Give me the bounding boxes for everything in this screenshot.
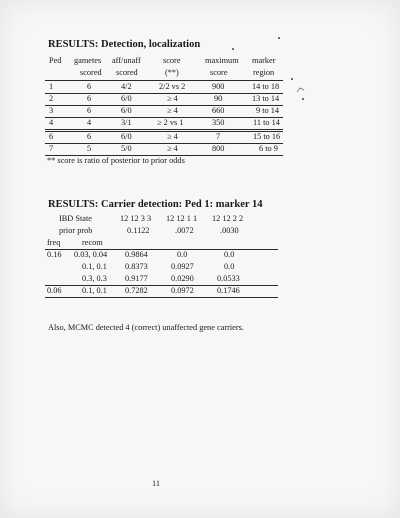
ped-cell: 3 [49, 106, 54, 115]
col-header-ped: Ped [49, 56, 62, 65]
score-cell: ≥ 2 vs 1 [157, 118, 184, 127]
recom-cell: 0.1, 0.1 [82, 286, 107, 295]
max-score-cell: 800 [212, 144, 225, 153]
affunaff-cell: 6/0 [121, 94, 132, 103]
prior-prob-2: .0072 [175, 226, 194, 235]
table1-rule [45, 143, 283, 144]
gametes-cell: 6 [87, 82, 92, 91]
col-subheader-region: region [253, 68, 275, 77]
prob-cell-3: 0.0 [224, 262, 235, 271]
section2-title: RESULTS: Carrier detection: Ped 1: marker 14 [48, 199, 263, 210]
col-header-score: score [163, 56, 181, 65]
prob-cell-2: 0.0 [177, 250, 188, 259]
prob-cell-1: 0.9177 [125, 274, 148, 283]
score-cell: ≥ 4 [167, 144, 178, 153]
max-score-cell: 90 [214, 94, 223, 103]
marker-region-cell: 15 to 16 [253, 132, 281, 141]
ped-cell: 4 [49, 118, 54, 127]
gametes-cell: 5 [87, 144, 92, 153]
scan-speck [302, 98, 304, 100]
table1-rule-double [45, 131, 283, 132]
ibd-state-2: 12 12 1 1 [166, 214, 198, 223]
col-header-affunaff: aff/unaff [112, 56, 141, 65]
freq-cell: 0.16 [47, 250, 62, 259]
score-cell: ≥ 4 [167, 106, 178, 115]
footnote: ** score is ratio of posterior to prior odds [47, 156, 185, 165]
max-score-cell: 7 [216, 132, 221, 141]
marker-region-cell: 14 to 18 [252, 82, 280, 91]
ibd-state-label: IBD State [59, 214, 92, 223]
scan-speck [232, 48, 234, 50]
gametes-cell: 4 [87, 118, 92, 127]
affunaff-cell: 3/1 [121, 118, 132, 127]
gametes-cell: 6 [87, 94, 92, 103]
prior-prob-label: prior prob [59, 226, 93, 235]
marker-region-cell: 6 to 9 [259, 144, 278, 153]
gametes-cell: 6 [87, 106, 92, 115]
prob-cell-2: 0.0927 [171, 262, 194, 271]
col-subheader-score: score [210, 68, 228, 77]
scan-speck [291, 78, 293, 80]
max-score-cell: 350 [212, 118, 225, 127]
prob-cell-3: 0.0 [224, 250, 235, 259]
prob-cell-1: 0.9864 [125, 250, 148, 259]
recom-cell: 0.3, 0.3 [82, 274, 107, 283]
table2-rule-bottom [45, 297, 278, 298]
prob-cell-2: 0.0972 [171, 286, 194, 295]
affunaff-cell: 4/2 [121, 82, 132, 91]
prob-cell-2: 0.0290 [171, 274, 194, 283]
prob-cell-1: 0.7282 [125, 286, 148, 295]
prob-cell-3: 0.1746 [217, 286, 240, 295]
col-subheader-stars: (**) [165, 68, 179, 77]
ped-cell: 2 [49, 94, 54, 103]
col-header-maximum: maximum [205, 56, 239, 65]
affunaff-cell: 6/0 [121, 106, 132, 115]
col-header-gametes: gametes [74, 56, 102, 65]
recom-cell: 0.03, 0.04 [74, 250, 108, 259]
gametes-cell: 6 [87, 132, 92, 141]
affunaff-cell: 5/0 [121, 144, 132, 153]
col-subheader-scored-1: scored [80, 68, 102, 77]
section1-title: RESULTS: Detection, localization [48, 39, 201, 50]
table1-rule [45, 93, 283, 94]
table1-rule [45, 105, 283, 106]
freq-cell: 0.06 [47, 286, 62, 295]
col-header-marker: marker [252, 56, 276, 65]
max-score-cell: 660 [212, 106, 225, 115]
table1-rule [45, 129, 283, 130]
score-cell: 2/2 vs 2 [159, 82, 186, 91]
marker-region-cell: 9 to 14 [256, 106, 280, 115]
ped-cell: 1 [49, 82, 54, 91]
recom-cell: 0.1, 0.1 [82, 262, 107, 271]
table1-rule-top [45, 80, 283, 81]
prior-prob-1: 0.1122 [127, 226, 150, 235]
page-number: 11 [152, 479, 160, 488]
marker-region-cell: 13 to 14 [252, 94, 280, 103]
ped-cell: 6 [49, 132, 54, 141]
table2-rule [45, 285, 278, 286]
ped-cell: 7 [49, 144, 54, 153]
prior-prob-3: .0030 [220, 226, 239, 235]
marker-region-cell: 11 to 14 [253, 118, 280, 127]
col-header-freq: freq [47, 238, 61, 247]
ibd-state-3: 12 12 2 2 [212, 214, 244, 223]
prob-cell-1: 0.8373 [125, 262, 148, 271]
score-cell: ≥ 4 [167, 132, 178, 141]
prob-cell-3: 0.0533 [217, 274, 240, 283]
scan-speck [278, 37, 280, 39]
ibd-state-1: 12 12 3 3 [120, 214, 152, 223]
scan-mark [296, 84, 306, 94]
col-header-recom: recom [82, 238, 103, 247]
affunaff-cell: 6/0 [121, 132, 132, 141]
max-score-cell: 900 [212, 82, 225, 91]
score-cell: ≥ 4 [167, 94, 178, 103]
mcmc-note: Also, MCMC detected 4 (correct) unaffected gene carriers. [48, 323, 244, 332]
col-subheader-scored-2: scored [116, 68, 138, 77]
